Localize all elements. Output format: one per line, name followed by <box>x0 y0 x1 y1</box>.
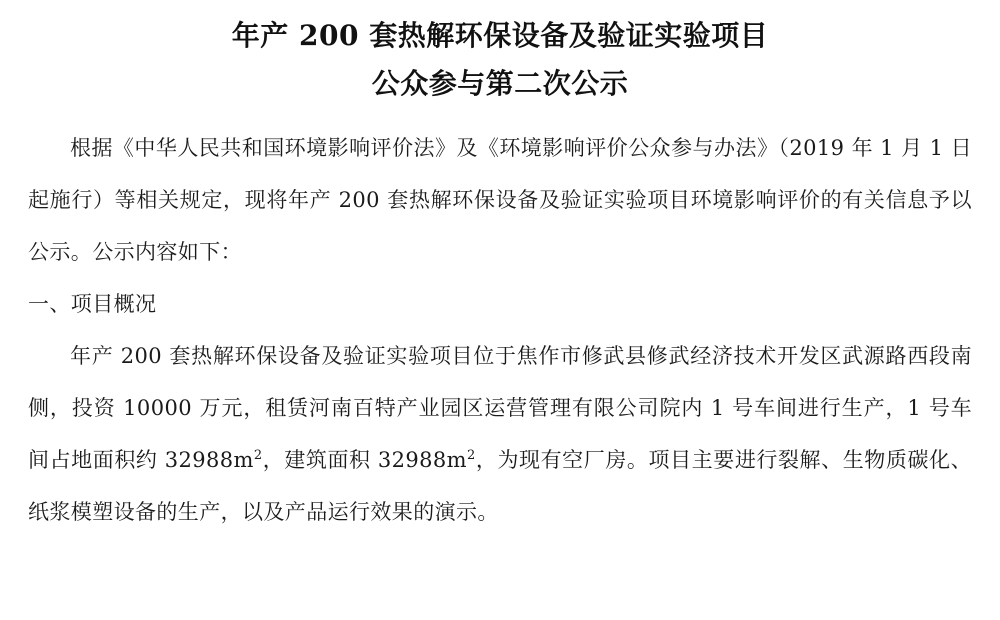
page-title <box>28 12 972 108</box>
superscript-square-meter-1: 2 <box>253 448 263 463</box>
paragraph-project-overview <box>28 330 972 538</box>
superscript-square-meter-2: 2 <box>467 448 476 463</box>
document-body <box>28 122 972 538</box>
paragraph-project-overview-part3: ，为现有空厂房。项目主要进行裂解、生物质碳化、纸浆模塑设备的生产，以及产品运行效果的演示。 <box>28 448 973 524</box>
section-heading-project-overview: 一、项目概况 <box>28 292 157 316</box>
paragraph-intro: 根据《中华人民共和国环境影响评价法》及《环境影响评价公众参与办法》（2019 年 1 月 1 日起施行）等相关规定，现将年产 200 套热解环保设备及验证实验项目环境影响评价的有关信息予以公示。公示内容如下： <box>28 136 972 264</box>
page-title-line-2: 公众参与第二次公示 <box>371 67 629 100</box>
page-title-line-1: 年产 200 套热解环保设备及验证实验项目 <box>231 19 769 52</box>
paragraph-project-overview-part2: ，建筑面积 32988m <box>262 448 467 472</box>
paragraph-project-overview-part1: 年产 200 套热解环保设备及验证实验项目位于焦作市修武县修武经济技术开发区武源路西段南侧，投资 10000 万元，租赁河南百特产业园区运营管理有限公司院内 1 号车间进行生产，1 号车间占地面积约 32988m <box>28 344 972 472</box>
